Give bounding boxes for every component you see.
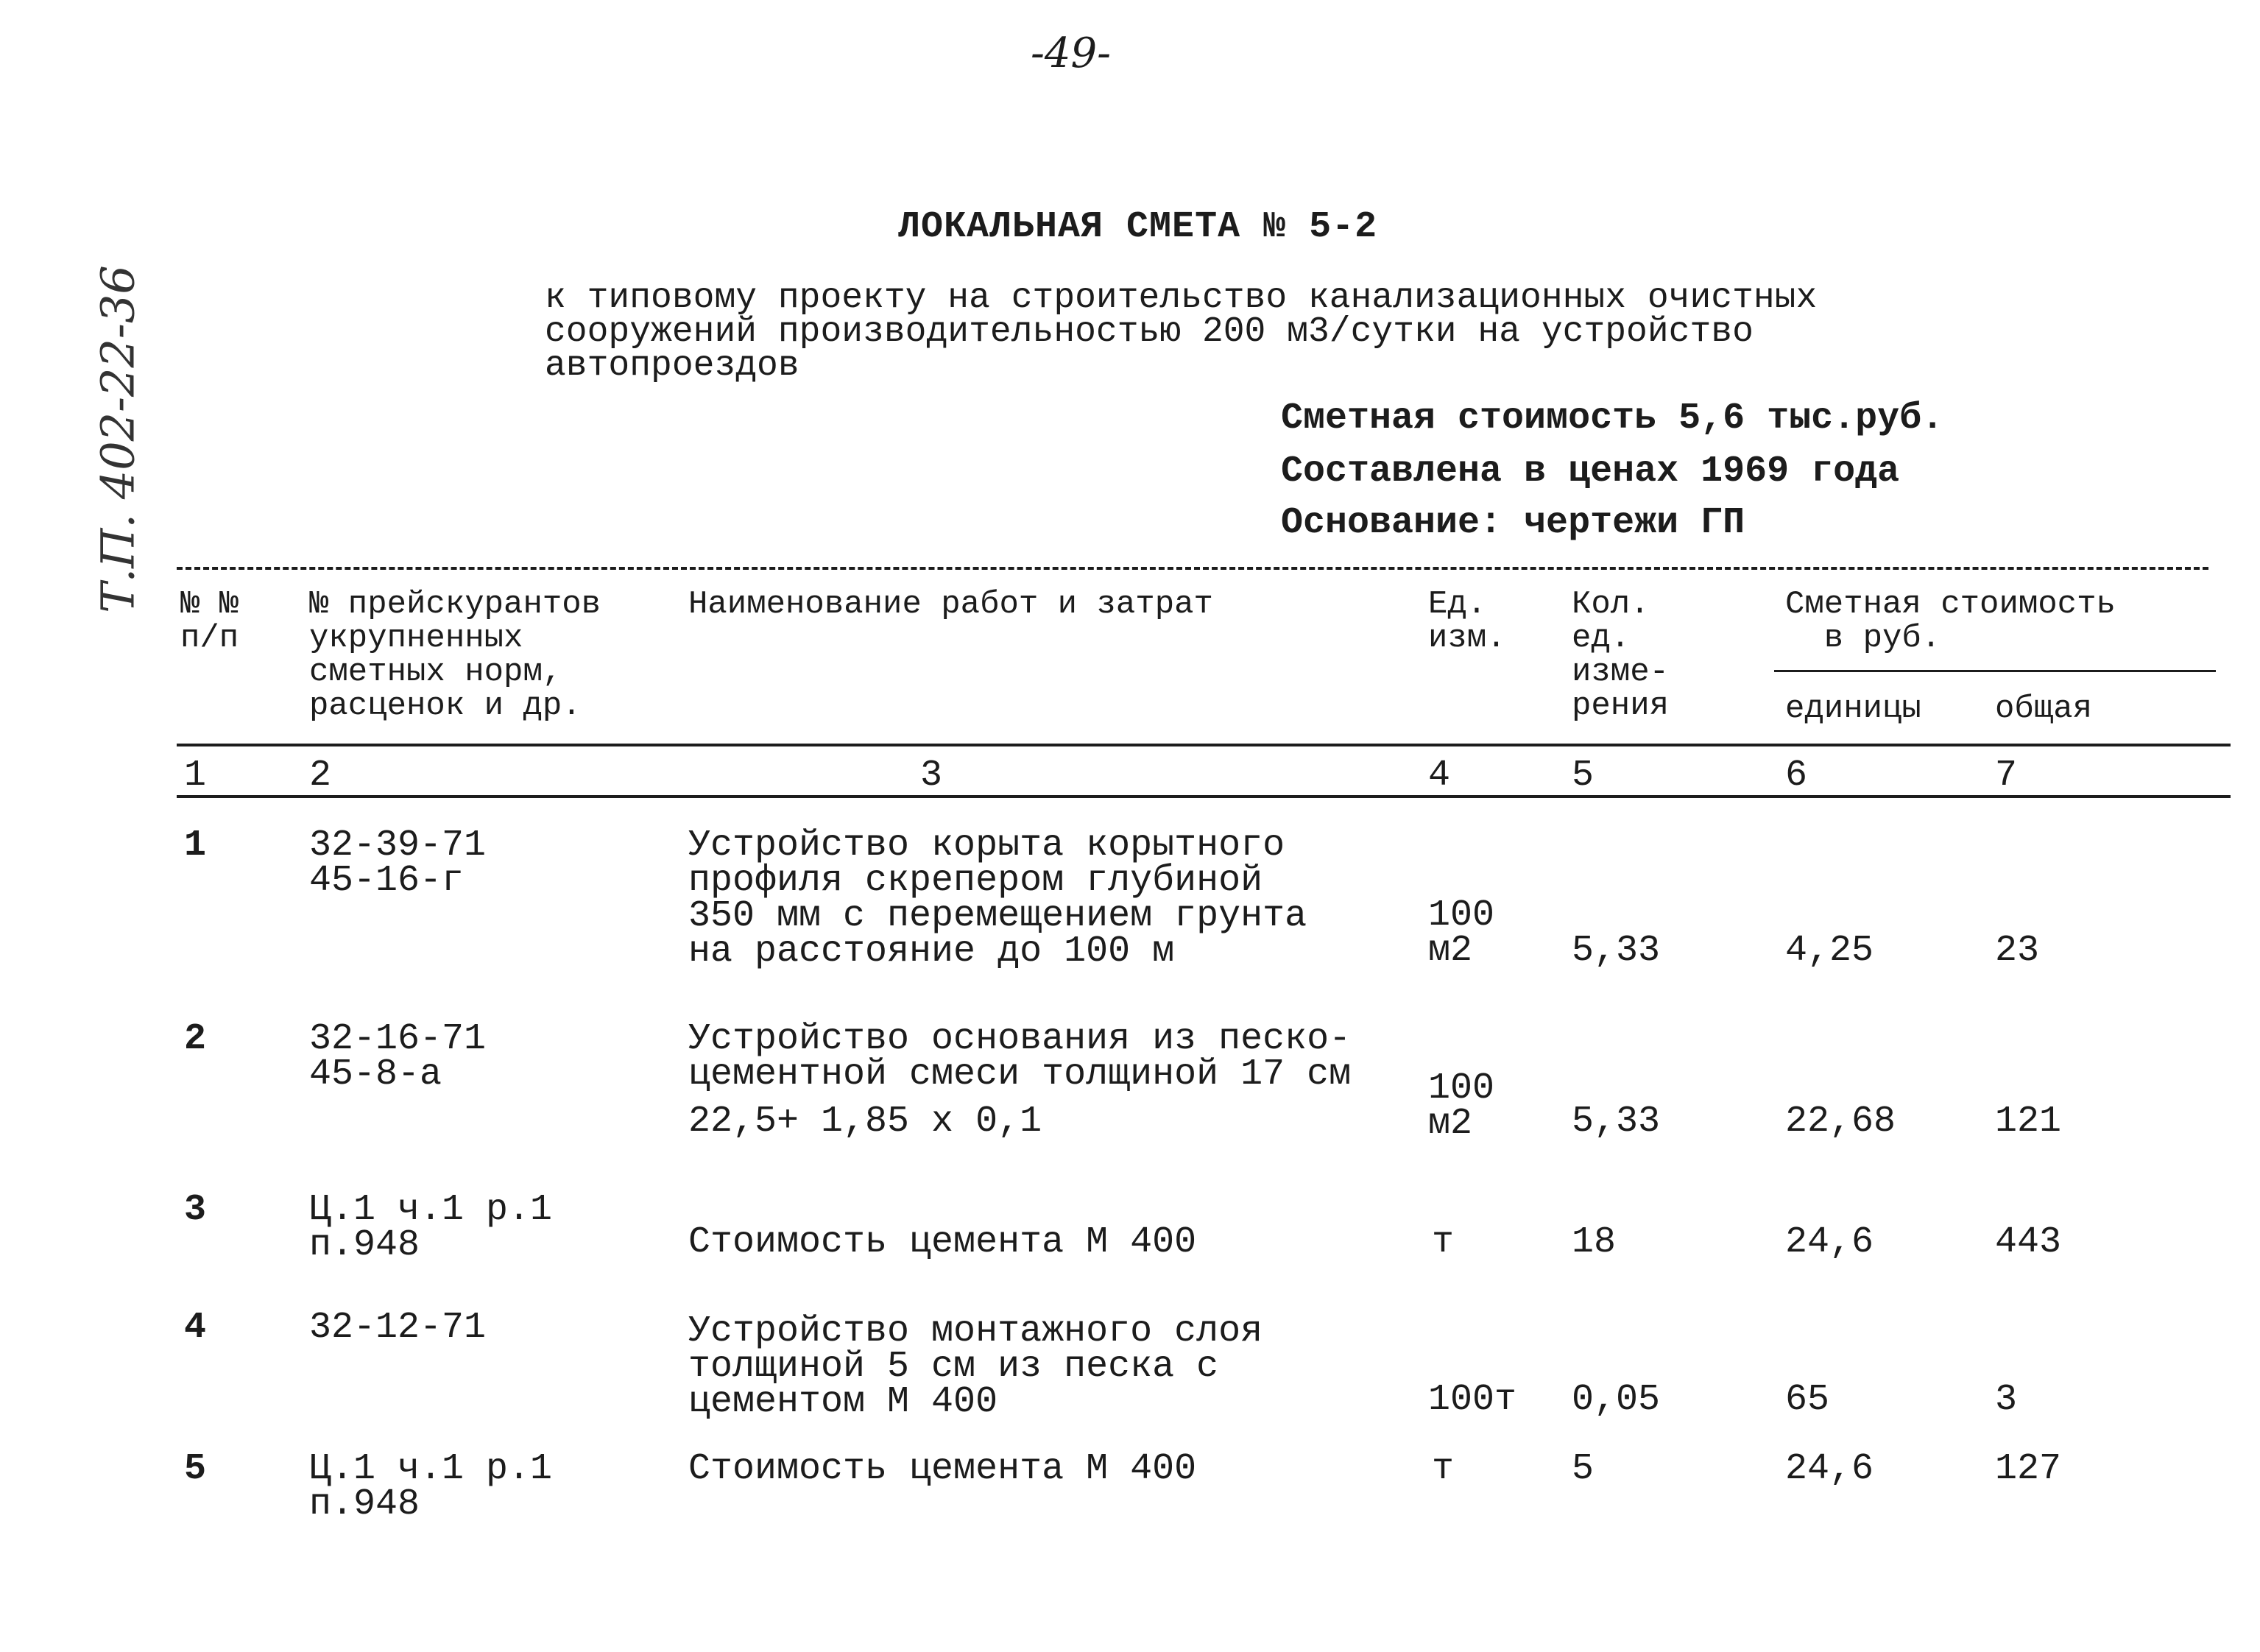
header-ref: № прейскурантов укрупненных сметных норм, расценок и др. xyxy=(309,586,601,724)
row-2-name: Устройство основания из песко- цементной смеси толщиной 17 см xyxy=(688,1018,1352,1095)
document-subtitle: к типовому проекту на строительство канализационных очистных сооружений производительностью 200 м3/сутки на устройство автопроездов xyxy=(545,278,1818,386)
row-3-unit-cost: 24,6 xyxy=(1785,1221,1874,1263)
row-5-unit-cost: 24,6 xyxy=(1785,1448,1874,1490)
column-number-1: 1 xyxy=(184,755,207,797)
row-4-num: 4 xyxy=(184,1307,207,1349)
header-unit: Ед. изм. xyxy=(1428,586,1506,657)
row-1-total: 23 xyxy=(1995,930,2040,972)
basis: Основание: чертежи ГП xyxy=(1281,502,1745,544)
row-4-name: Устройство монтажного слоя толщиной 5 см из песка с цементом М 400 xyxy=(688,1310,1263,1423)
header-name: Наименование работ и затрат xyxy=(688,586,1213,623)
header-total-cost: общая xyxy=(1995,691,2093,727)
row-5-num: 5 xyxy=(184,1448,207,1490)
page-number: -49- xyxy=(1031,29,1112,77)
row-4-qty: 0,05 xyxy=(1572,1379,1661,1421)
column-number-2: 2 xyxy=(309,755,332,797)
row-2-qty: 5,33 xyxy=(1572,1101,1661,1143)
row-5-qty: 5 xyxy=(1572,1448,1595,1490)
column-number-7: 7 xyxy=(1995,755,2018,797)
row-4-unit: 100т xyxy=(1428,1379,1517,1421)
row-2-total: 121 xyxy=(1995,1101,2062,1143)
row-5-ref: Ц.1 ч.1 р.1 п.948 xyxy=(309,1448,553,1525)
row-2-unit-cost: 22,68 xyxy=(1785,1101,1896,1143)
row-4-unit-cost: 65 xyxy=(1785,1379,1830,1421)
row-1-unit: 100 м2 xyxy=(1428,894,1495,972)
column-number-4: 4 xyxy=(1428,755,1451,797)
row-2-ref: 32-16-71 45-8-а xyxy=(309,1018,487,1095)
table-top-rule xyxy=(177,567,2208,570)
row-4-ref: 32-12-71 xyxy=(309,1307,487,1349)
row-3-num: 3 xyxy=(184,1189,207,1231)
header-bottom-rule xyxy=(177,744,2231,746)
row-1-name: Устройство корыта корытного профиля скрепером глубиной 350 мм с перемещением грунта на расстояние до 100 м xyxy=(688,825,1307,973)
column-numbers-rule xyxy=(177,795,2231,798)
row-5-name: Стоимость цемента М 400 xyxy=(688,1448,1197,1490)
row-1-ref: 32-39-71 45-16-г xyxy=(309,825,487,902)
row-2-unit: 100 м2 xyxy=(1428,1067,1495,1145)
row-3-name: Стоимость цемента М 400 xyxy=(688,1221,1197,1263)
row-5-unit: т xyxy=(1432,1448,1455,1490)
row-1-qty: 5,33 xyxy=(1572,930,1661,972)
row-4-total: 3 xyxy=(1995,1379,2018,1421)
row-5-total: 127 xyxy=(1995,1448,2062,1490)
document-title: ЛОКАЛЬНАЯ СМЕТА № 5-2 xyxy=(898,206,1378,248)
margin-document-code: Т.П. 402-22-36 xyxy=(91,265,145,613)
estimated-cost: Сметная стоимость 5,6 тыс.руб. xyxy=(1281,398,1944,440)
column-number-3: 3 xyxy=(920,755,943,797)
header-qty: Кол. ед. изме- рения xyxy=(1572,586,1670,724)
column-number-5: 5 xyxy=(1572,755,1595,797)
header-unit-cost: единицы xyxy=(1785,691,1921,727)
row-2-formula: 22,5+ 1,85 х 0,1 xyxy=(688,1101,1042,1143)
row-2-num: 2 xyxy=(184,1018,207,1060)
row-1-unit-cost: 4,25 xyxy=(1785,930,1874,972)
row-3-unit: т xyxy=(1432,1221,1455,1263)
row-3-total: 443 xyxy=(1995,1221,2062,1263)
header-cost-group: Сметная стоимость в руб. xyxy=(1785,586,2116,657)
cost-group-rule xyxy=(1774,670,2216,672)
row-1-num: 1 xyxy=(184,825,207,866)
header-num: № № п/п xyxy=(180,586,239,657)
row-3-qty: 18 xyxy=(1572,1221,1617,1263)
row-3-ref: Ц.1 ч.1 р.1 п.948 xyxy=(309,1189,553,1266)
column-number-6: 6 xyxy=(1785,755,1808,797)
prices-year: Составлена в ценах 1969 года xyxy=(1281,451,1900,493)
